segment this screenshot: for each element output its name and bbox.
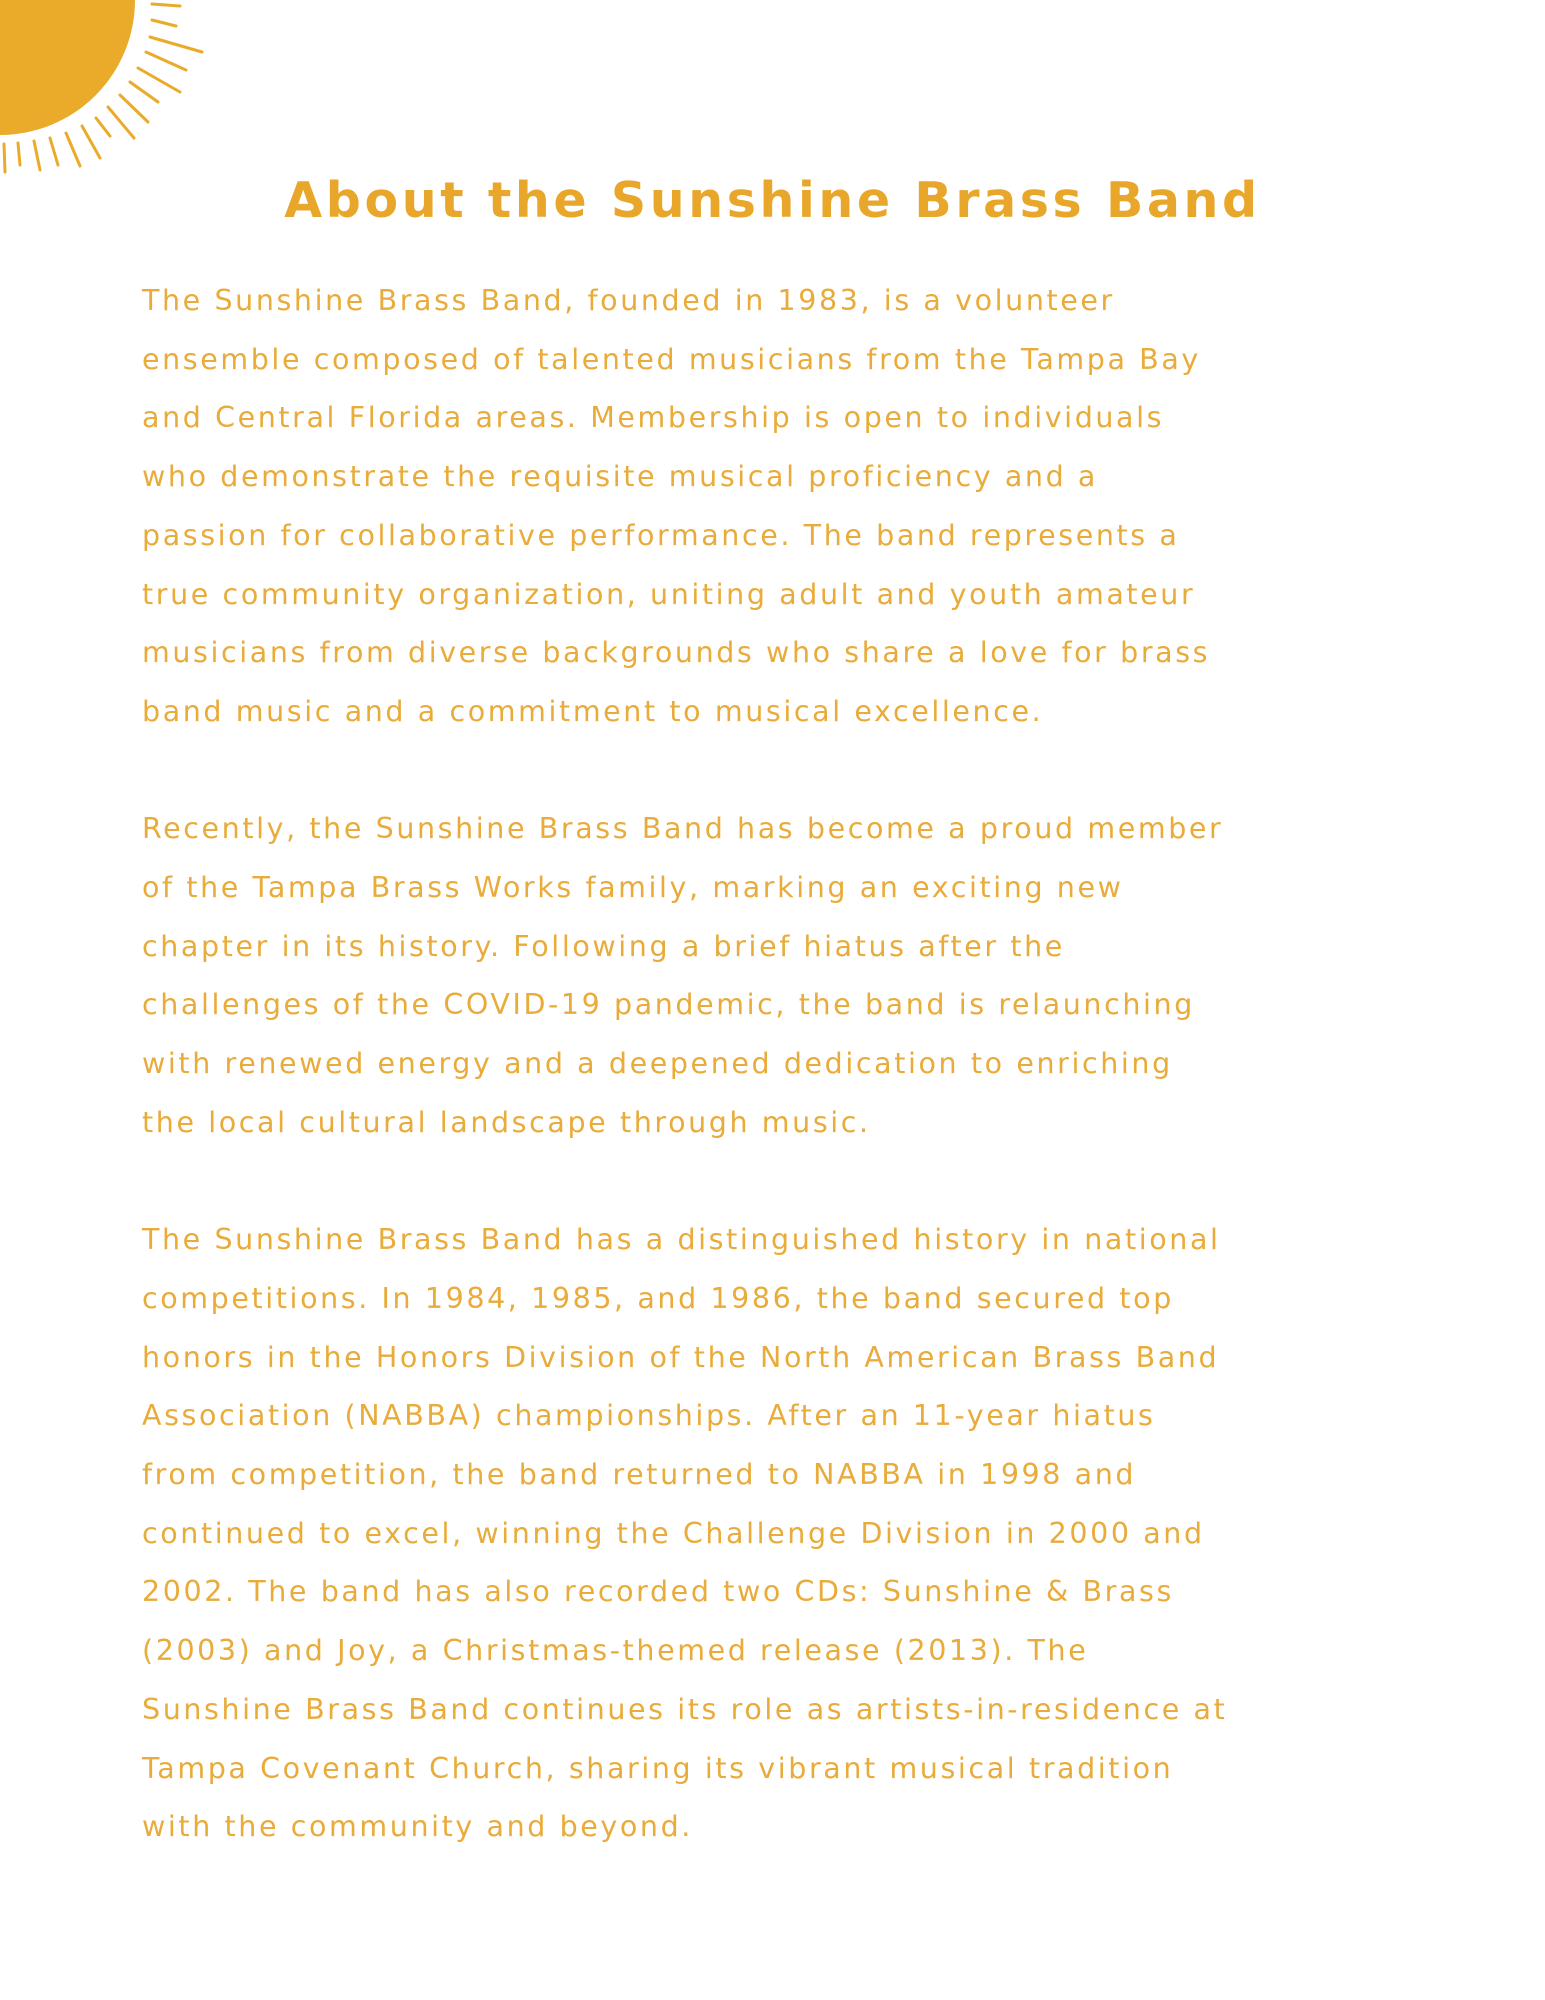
text-line: The Sunshine Brass Band, founded in 1983, is a volunteer <box>142 284 1115 317</box>
text-line: challenges of the COVID-19 pandemic, the band is relaunching <box>142 988 1195 1022</box>
sun-icon <box>0 0 220 180</box>
text-line: musicians from diverse backgrounds who share a love for brass <box>142 636 1211 670</box>
text-line: with renewed energy and a deepened dedication to enriching <box>142 1047 1173 1081</box>
text-line: ensemble composed of talented musicians from the Tampa Bay <box>142 342 1201 376</box>
text-line: Recently, the Sunshine Brass Band has become a proud member <box>142 812 1224 846</box>
text-line: Tampa Covenant Church, sharing its vibrant musical tradition <box>142 1751 1174 1785</box>
paragraph-history <box>142 1211 1442 1857</box>
body-text <box>142 272 1442 1916</box>
text-line: of the Tampa Brass Works family, marking an exciting new <box>142 871 1124 905</box>
text-line: honors in the Honors Division of the North American Brass Band <box>142 1340 1220 1374</box>
text-line: continued to excel, winning the Challenge Division in 2000 and <box>142 1516 1205 1550</box>
page-title: About the Sunshine Brass Band <box>284 172 1261 229</box>
text-line: band music and a commitment to musical excellence. <box>142 694 1044 728</box>
text-line: competitions. In 1984, 1985, and 1986, the band secured top <box>142 1281 1174 1315</box>
text-line: passion for collaborative performance. The band represents a <box>142 518 1180 552</box>
text-line: Association (NABBA) championships. After an 11-year hiatus <box>142 1399 1156 1433</box>
text-line: who demonstrate the requisite musical proficiency and a <box>142 460 1098 494</box>
text-line: The Sunshine Brass Band has a distinguished history in national <box>142 1223 1221 1257</box>
text-line: Sunshine Brass Band continues its role as artists-in-residence at <box>142 1692 1228 1726</box>
text-line: chapter in its history. Following a brief hiatus after the <box>142 929 1065 963</box>
text-line: the local cultural landscape through music. <box>142 1105 871 1139</box>
text-line: with the community and beyond. <box>142 1810 693 1844</box>
text-line: 2002. The band has also recorded two CDs: Sunshine & Brass <box>142 1575 1174 1609</box>
text-line: (2003) and Joy, a Christmas-themed release (2013). The <box>142 1634 1089 1668</box>
text-line: from competition, the band returned to NABBA in 1998 and <box>142 1458 1137 1492</box>
text-line: true community organization, uniting adult and youth amateur <box>142 577 1196 611</box>
text-line: and Central Florida areas. Membership is open to individuals <box>142 401 1165 435</box>
paragraph-founding <box>142 272 1442 742</box>
paragraph-recent <box>142 800 1442 1152</box>
